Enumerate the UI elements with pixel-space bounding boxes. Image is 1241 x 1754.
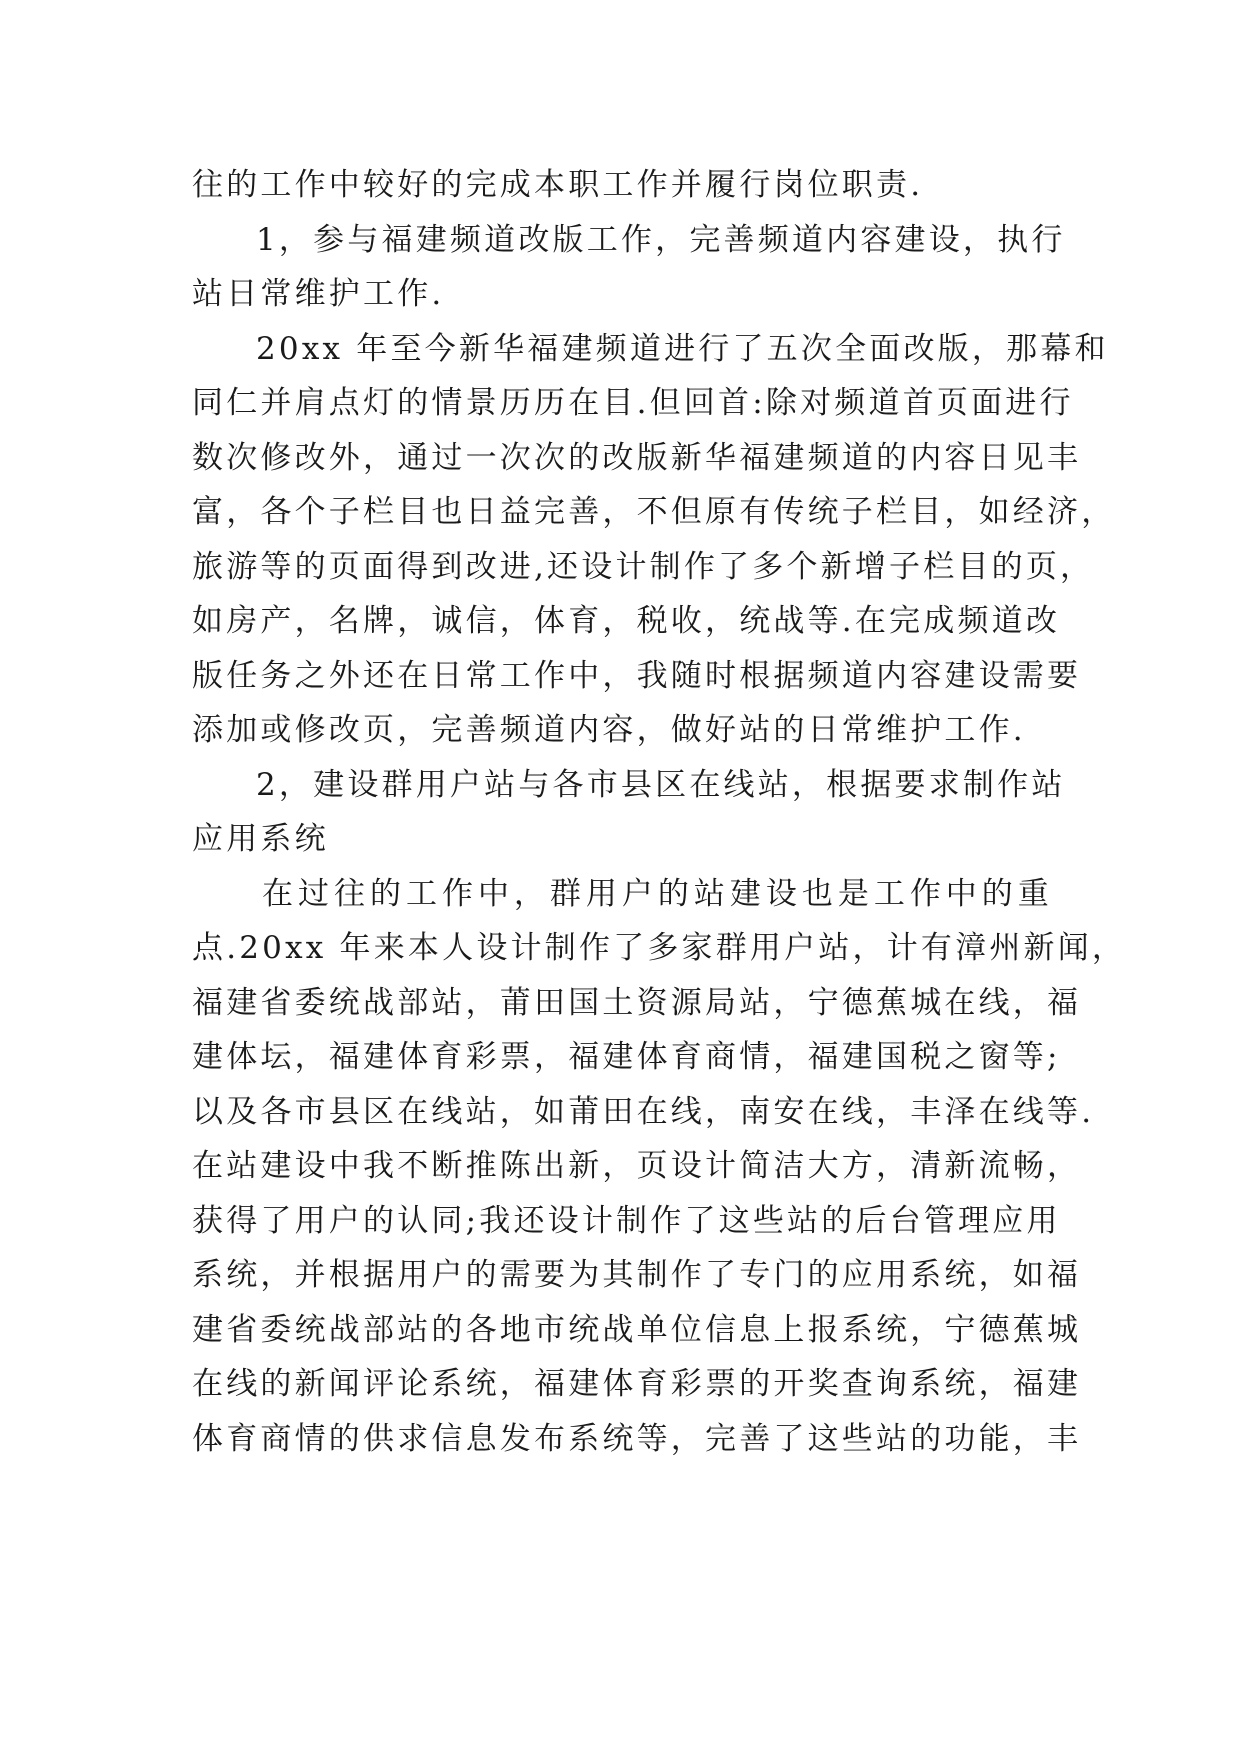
text-line: 福建省委统战部站，莆田国土资源局站，宁德蕉城在线，福 — [192, 984, 1082, 1021]
text-line: 获得了用户的认同;我还设计制作了这些站的后台管理应用 — [192, 1202, 1061, 1239]
text-line: 在站建设中我不断推陈出新，页设计简洁大方，清新流畅， — [192, 1148, 1082, 1184]
text-line: 旅游等的页面得到改进,还设计制作了多个新增子栏目的页， — [192, 548, 1095, 585]
text-line: 往的工作中较好的完成本职工作并履行岗位职责. — [192, 167, 924, 203]
text-line: 建省委统战部站的各地市统战单位信息上报系统，宁德蕉城 — [192, 1311, 1082, 1348]
text-line: 数次修改外，通过一次次的改版新华福建频道的内容日见丰 — [192, 439, 1082, 476]
text-line: 1，参与福建频道改版工作，完善频道内容建设，执行 — [256, 221, 1066, 258]
text-line: 站日常维护工作. — [192, 276, 445, 312]
text-line: 以及各市县区在线站，如莆田在线，南安在线，丰泽在线等. — [192, 1093, 1095, 1130]
document-body — [192, 158, 1127, 1466]
text-line: 2，建设群用户站与各市县区在线站，根据要求制作站 — [256, 766, 1066, 803]
text-line: 应用系统 — [192, 821, 329, 857]
text-line: 系统，并根据用户的需要为其制作了专门的应用系统，如福 — [192, 1257, 1082, 1293]
text-line: 富，各个子栏目也日益完善，不但原有传统子栏目，如经济， — [192, 494, 1116, 530]
text-line: 版任务之外还在日常工作中，我随时根据频道内容建设需要 — [192, 657, 1082, 694]
text-line: 建体坛，福建体育彩票，福建体育商情，福建国税之窗等; — [192, 1039, 1061, 1075]
text-line: 添加或修改页，完善频道内容，做好站的日常维护工作. — [192, 712, 1026, 748]
text-line: 20xx 年至今新华福建频道进行了五次全面改版，那幕和 — [256, 330, 1109, 367]
text-line: 点.20xx 年来本人设计制作了多家群用户站，计有漳州新闻， — [192, 930, 1127, 966]
text-line: 在线的新闻评论系统，福建体育彩票的开奖查询系统，福建 — [192, 1366, 1082, 1402]
text-line: 如房产，名牌，诚信，体育，税收，统战等.在完成频道改 — [192, 603, 1061, 639]
text-line: 同仁并肩点灯的情景历历在目.但回首:除对频道首页面进行 — [192, 385, 1074, 421]
text-line: 在过往的工作中，群用户的站建设也是工作中的重 — [262, 875, 1052, 912]
text-line: 体育商情的供求信息发布系统等，完善了这些站的功能，丰 — [192, 1420, 1082, 1457]
